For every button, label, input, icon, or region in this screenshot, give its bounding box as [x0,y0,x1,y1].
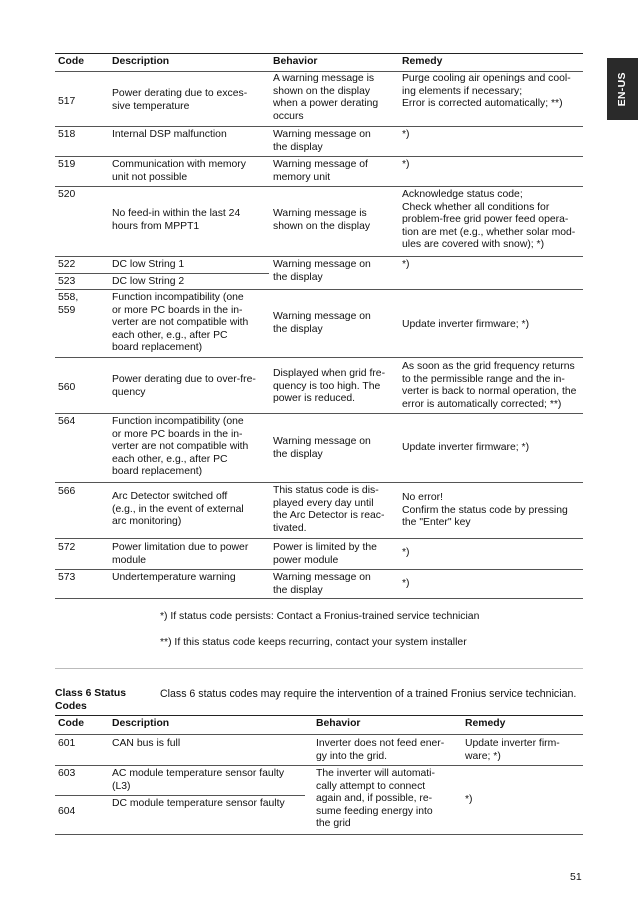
row-523-code: 523 [58,276,76,287]
row-518-behavior: Warning message on the display [273,129,371,153]
row-603-description: AC module temperature sensor faulty (L3) [112,768,285,792]
row-573-behavior: Warning message on the display [273,572,371,596]
row-519-description: Communication with memory unit not possible [112,159,246,183]
row-560-description: Power derating due to over-fre- quency [112,374,256,398]
row-558-559-remedy: Update inverter firmware; *) [402,319,530,330]
row-520-code: 520 [58,189,76,200]
row-572-behavior: Power is limited by the power module [273,542,377,566]
class6-col-header-remedy: Remedy [465,718,506,729]
row-558-559-description: Function incompatibility (one or more PC boards in the in- verter are not compatible with each other, e.g., after PC board replacement) [112,292,249,354]
class6-col-header-code: Code [58,718,84,729]
page-number: 51 [570,871,582,883]
row-520-remedy: Acknowledge status code; Check whether all conditions for problem-free grid power feed opera- tion are met (e.g., whether solar mod- ules are covered with snow); *) [402,189,576,251]
class6-col-header-description: Description [112,718,170,729]
row-564-description: Function incompatibility (one or more PC boards in the in- verter are not compatible with each other, e.g., after PC board replacement) [112,416,249,478]
row-522-description: DC low String 1 [112,259,185,270]
row-601-behavior: Inverter does not feed ener- gy into the grid. [316,738,445,762]
footnote-double-asterisk: **) If this status code keeps recurring, contact your system installer [160,637,467,648]
row-564-behavior: Warning message on the display [273,436,371,460]
row-603-code: 603 [58,768,76,779]
row-601-code: 601 [58,738,76,749]
row-566-description: Arc Detector switched off (e.g., in the event of external arc monitoring) [112,491,244,528]
row-566-remedy: No error! Confirm the status code by pressing the "Enter" key [402,492,568,529]
row-601-description: CAN bus is full [112,738,181,749]
row-520-behavior: Warning message is shown on the display [273,208,371,232]
row-517-remedy: Purge cooling air openings and cool- ing elements if necessary; Error is corrected automatically; **) [402,73,571,110]
row-560-remedy: As soon as the grid frequency returns to the permissible range and the in- verter is back to normal operation, the error is automatically corrected; **) [402,361,577,410]
row-604-description: DC module temperature sensor faulty [112,798,285,809]
class6-col-header-behavior: Behavior [316,718,361,729]
row-573-remedy: *) [402,578,410,589]
col-header-remedy: Remedy [402,56,443,67]
row-566-code: 566 [58,486,76,497]
language-tab [607,58,638,120]
row-522-behavior: Warning message on the display [273,259,371,283]
row-603-behavior: The inverter will automati- cally attempt to connect again and, if possible, re- sume feeding energy into the grid [316,768,435,830]
row-558-559-code: 558, 559 [58,292,79,316]
row-517-description: Power derating due to exces- sive temperature [112,88,248,112]
class6-intro: Class 6 status codes may require the intervention of a trained Fronius service technician. [160,688,577,700]
row-522-code: 522 [58,259,76,270]
row-564-code: 564 [58,416,76,427]
row-604-code: 604 [58,806,76,817]
col-header-description: Description [112,56,170,67]
section-divider [55,668,583,669]
row-573-description: Undertemperature warning [112,572,236,583]
row-517-code: 517 [58,96,76,107]
footnote-single-asterisk: *) If status code persists: Contact a Fronius-trained service technician [160,611,480,622]
row-519-remedy: *) [402,159,410,170]
row-566-behavior: This status code is dis- played every day until the Arc Detector is reac- tivated. [273,485,385,534]
class6-heading: Class 6 Status Codes [55,688,127,712]
row-518-code: 518 [58,129,76,140]
row-520-description: No feed-in within the last 24 hours from MPPT1 [112,208,241,232]
language-tab-label: EN-US [616,71,629,107]
row-560-behavior: Displayed when grid fre- quency is too high. The power is reduced. [273,368,386,405]
row-572-description: Power limitation due to power module [112,542,249,566]
row-518-description: Internal DSP malfunction [112,129,227,140]
row-603-remedy: *) [465,794,473,805]
row-518-remedy: *) [402,129,410,140]
row-519-code: 519 [58,159,76,170]
row-564-remedy: Update inverter firmware; *) [402,442,530,453]
row-523-description: DC low String 2 [112,276,185,287]
row-522-remedy: *) [402,259,410,270]
row-572-code: 572 [58,542,76,553]
row-558-559-behavior: Warning message on the display [273,311,371,335]
row-519-behavior: Warning message of memory unit [273,159,368,183]
col-header-behavior: Behavior [273,56,318,67]
row-517-behavior: A warning message is shown on the display when a power derating occurs [273,73,379,122]
row-572-remedy: *) [402,547,410,558]
col-header-code: Code [58,56,84,67]
row-560-code: 560 [58,382,76,393]
row-601-remedy: Update inverter firm- ware; *) [465,738,560,762]
row-573-code: 573 [58,572,76,583]
